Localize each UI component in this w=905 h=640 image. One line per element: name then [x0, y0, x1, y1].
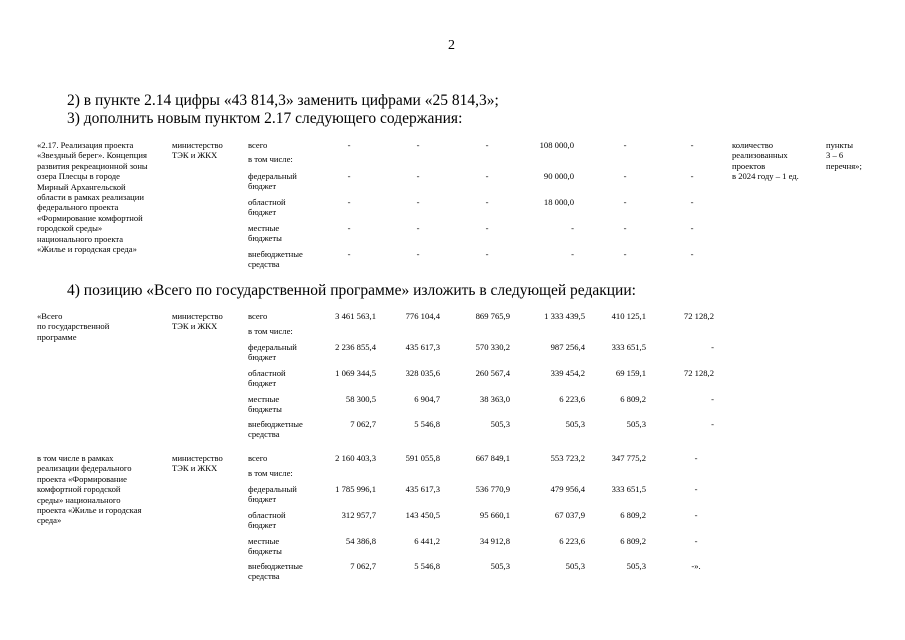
funding-source-label: местные	[248, 223, 280, 233]
value-cell: 108 000,0	[539, 140, 574, 150]
value-cell: 1 069 344,5	[335, 368, 376, 378]
funding-source-label: внебюджетные	[248, 561, 303, 571]
row-name-line: по государственной	[37, 321, 110, 332]
row-name-line: Мирный Архангельской	[37, 181, 126, 192]
value-cell: -	[711, 394, 714, 404]
value-cell: -	[571, 223, 574, 233]
paragraph-3: 3) дополнить новым пунктом 2.17 следующего содержания:	[67, 110, 463, 127]
funding-source-label: областной	[248, 510, 286, 520]
row-name-line: национального проекта	[37, 233, 124, 244]
paragraph-4: 4) позицию «Всего по государственной программе» изложить в следующей редакции:	[67, 282, 636, 299]
value-cell: 339 454,2	[550, 368, 585, 378]
funding-source-label: федеральный	[248, 484, 297, 494]
row-name-line: реализации федерального	[37, 463, 132, 474]
indicator-line: в 2024 году – 1 ед.	[732, 171, 799, 182]
row-name-line: «Жилье и городская среда»	[37, 244, 137, 254]
value-cell: 553 723,2	[550, 453, 585, 463]
value-cell: 260 567,4	[475, 368, 510, 378]
row-name-line: программе	[37, 331, 77, 342]
funding-source-label: бюджет	[248, 181, 277, 192]
value-cell: 7 062,7	[350, 419, 376, 429]
value-cell: -	[347, 249, 351, 259]
executor-line: министерство	[172, 453, 223, 463]
funding-source-label: бюджеты	[248, 233, 282, 244]
value-cell: -	[623, 140, 627, 150]
funding-source-label: областной	[248, 368, 286, 378]
indicator-line: реализованных	[732, 150, 788, 161]
funding-source-label: федеральный	[248, 342, 297, 352]
funding-source-label: бюджет	[248, 352, 277, 363]
value-cell: 6 809,2	[620, 394, 646, 404]
value-cell: -	[416, 140, 420, 150]
value-cell: -	[694, 453, 698, 463]
value-cell: -	[623, 197, 627, 207]
value-cell: 6 223,6	[559, 536, 585, 546]
value-cell: -	[347, 171, 351, 181]
value-cell: 1 785 996,1	[335, 484, 376, 494]
value-cell: 987 256,4	[550, 342, 585, 352]
executor-line: ТЭК и ЖКХ	[172, 150, 218, 161]
value-cell: 479 956,4	[550, 484, 585, 494]
points-line: перечня»;	[826, 160, 862, 171]
value-cell: 435 617,3	[405, 342, 440, 352]
funding-source-label: средства	[248, 429, 280, 440]
funding-source-label: в том числе:	[248, 154, 293, 164]
value-cell: -	[694, 484, 698, 494]
row-name-line: комфортной городской	[37, 484, 121, 495]
value-cell: 667 849,1	[475, 453, 510, 463]
value-cell: 34 912,8	[479, 536, 510, 546]
value-cell: 410 125,1	[611, 311, 646, 321]
value-cell: 570 330,2	[475, 342, 510, 352]
value-cell: -	[623, 249, 627, 259]
points-line: пункты	[826, 140, 854, 150]
value-cell: -	[623, 223, 627, 233]
row-name-line: федерального проекта	[37, 202, 119, 213]
funding-source-label: федеральный	[248, 171, 297, 181]
executor-line: министерство	[172, 311, 223, 321]
value-cell: 69 159,1	[615, 368, 646, 378]
funding-source-label: всего	[248, 311, 268, 321]
value-cell: 6 904,7	[414, 394, 440, 404]
value-cell: 435 617,3	[405, 484, 440, 494]
funding-source-label: местные	[248, 536, 280, 546]
funding-source-label: бюджет	[248, 494, 277, 505]
value-cell: 5 546,8	[414, 561, 440, 571]
row-name-line: проекта «Формирование	[37, 473, 127, 484]
funding-source-label: всего	[248, 453, 268, 463]
value-cell: -	[690, 140, 694, 150]
value-cell: -	[485, 249, 489, 259]
row-name-line: области в рамках реализации	[37, 192, 144, 202]
executor-line: ТЭК и ЖКХ	[172, 321, 218, 332]
value-cell: 2 236 855,4	[335, 342, 376, 352]
value-cell: -	[347, 197, 351, 207]
value-cell: -	[347, 140, 351, 150]
value-cell: 95 660,1	[479, 510, 510, 520]
value-cell: -	[711, 419, 714, 429]
row-name-line: развития рекреационной зоны	[37, 160, 148, 171]
funding-source-label: внебюджетные	[248, 419, 303, 429]
row-name-line: озера Плесцы в городе	[37, 171, 120, 182]
value-cell: 505,3	[626, 561, 646, 571]
row-name-line: среды» национального	[37, 494, 121, 505]
row-name-line: городской среды»	[37, 223, 103, 234]
funding-source-label: в том числе:	[248, 468, 293, 478]
page-number: 2	[448, 38, 455, 53]
executor-line: министерство	[172, 140, 223, 150]
value-cell: 90 000,0	[543, 171, 574, 181]
value-cell: -	[690, 171, 694, 181]
funding-source-label: бюджеты	[248, 546, 282, 557]
value-cell: 505,3	[626, 419, 646, 429]
value-cell: -	[416, 171, 420, 181]
value-cell: 6 223,6	[559, 394, 585, 404]
value-cell: 505,3	[565, 419, 585, 429]
value-cell: 347 775,2	[611, 453, 646, 463]
value-cell: 7 062,7	[350, 561, 376, 571]
indicator-line: количество	[732, 140, 774, 150]
value-cell: 505,3	[490, 419, 510, 429]
value-cell: -	[416, 223, 420, 233]
row-name-line: «2.17. Реализация проекта	[37, 140, 134, 150]
funding-source-label: внебюджетные	[248, 249, 303, 259]
value-cell: 776 104,4	[405, 311, 440, 321]
row-name-line: «Формирование комфортной	[37, 212, 143, 223]
value-cell: 1 333 439,5	[544, 311, 585, 321]
value-cell: -	[694, 510, 698, 520]
value-cell: 328 035,6	[405, 368, 440, 378]
value-cell: -	[623, 171, 627, 181]
funding-source-label: областной	[248, 197, 286, 207]
funding-source-label: средства	[248, 571, 280, 582]
row-name-line: в том числе в рамках	[37, 453, 114, 463]
value-cell: -	[485, 223, 489, 233]
value-cell: 18 000,0	[543, 197, 574, 207]
value-cell: 3 461 563,1	[335, 311, 376, 321]
value-cell: 591 055,8	[405, 453, 440, 463]
value-cell: 2 160 403,3	[335, 453, 376, 463]
funding-source-label: бюджет	[248, 207, 277, 218]
funding-source-label: средства	[248, 259, 280, 270]
value-cell: 5 546,8	[414, 419, 440, 429]
value-cell: 6 441,2	[414, 536, 440, 546]
funding-source-label: всего	[248, 140, 268, 150]
value-cell: 333 651,5	[611, 484, 646, 494]
row-name-line: «Всего	[37, 311, 63, 321]
value-cell: -	[690, 249, 694, 259]
value-cell: -	[347, 223, 351, 233]
funding-source-label: местные	[248, 394, 280, 404]
funding-source-label: бюджет	[248, 378, 277, 389]
value-cell: 38 363,0	[479, 394, 510, 404]
value-cell: 536 770,9	[475, 484, 510, 494]
points-line: 3 – 6	[826, 150, 844, 161]
funding-source-label: бюджет	[248, 520, 277, 531]
indicator-line: проектов	[732, 160, 766, 171]
value-cell: -	[416, 249, 420, 259]
value-cell: 505,3	[490, 561, 510, 571]
value-cell: 333 651,5	[611, 342, 646, 352]
value-cell: -	[485, 197, 489, 207]
paragraph-2: 2) в пункте 2.14 цифры «43 814,3» заменить цифрами «25 814,3»;	[67, 92, 499, 109]
row-name-line: среда»	[37, 515, 62, 526]
value-cell: 54 386,8	[345, 536, 376, 546]
value-cell: -	[690, 197, 694, 207]
value-cell: 72 128,2	[683, 368, 714, 378]
value-cell: 143 450,5	[405, 510, 440, 520]
value-cell: -	[694, 536, 698, 546]
value-cell: -	[416, 197, 420, 207]
value-cell: -».	[691, 561, 701, 571]
value-cell: 58 300,5	[345, 394, 376, 404]
value-cell: -	[485, 140, 489, 150]
value-cell: -	[711, 342, 714, 352]
value-cell: 67 037,9	[554, 510, 585, 520]
value-cell: 6 809,2	[620, 510, 646, 520]
executor-line: ТЭК и ЖКХ	[172, 463, 218, 474]
value-cell: -	[690, 223, 694, 233]
value-cell: 6 809,2	[620, 536, 646, 546]
value-cell: 505,3	[565, 561, 585, 571]
row-name-line: проекта «Жилье и городская	[37, 505, 142, 515]
funding-source-label: бюджеты	[248, 404, 282, 415]
value-cell: -	[485, 171, 489, 181]
row-name-line: «Звездный берег». Концепция	[37, 150, 147, 161]
value-cell: 312 957,7	[341, 510, 376, 520]
value-cell: 869 765,9	[475, 311, 510, 321]
funding-source-label: в том числе:	[248, 326, 293, 336]
value-cell: -	[571, 249, 574, 259]
value-cell: 72 128,2	[683, 311, 714, 321]
